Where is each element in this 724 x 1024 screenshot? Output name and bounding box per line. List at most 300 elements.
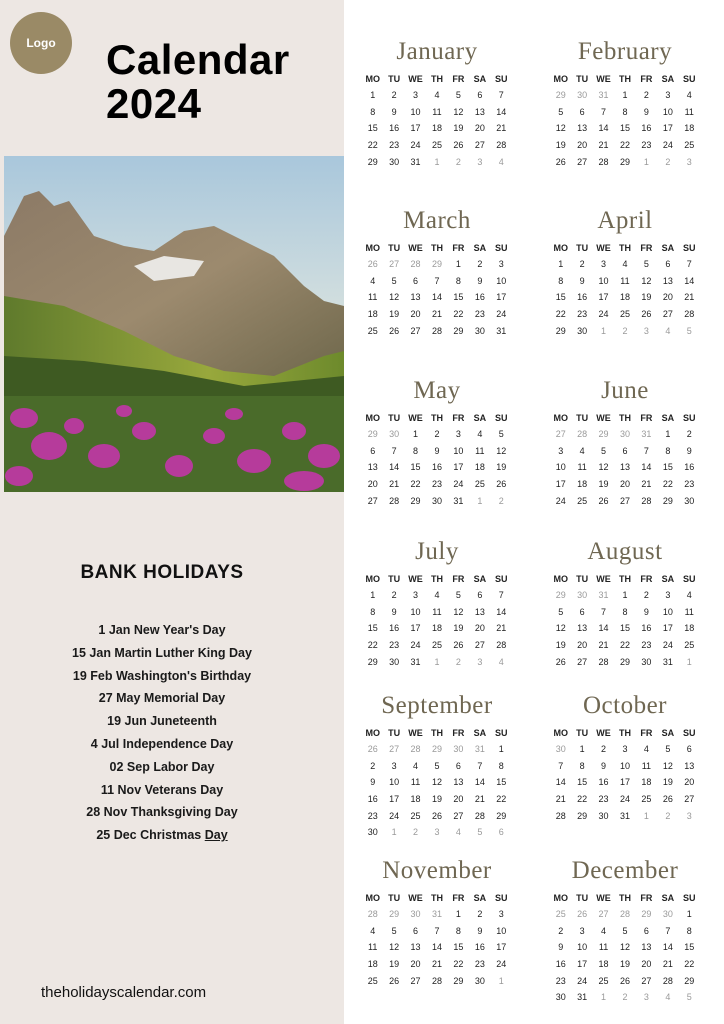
weekday-label: SU — [683, 74, 696, 84]
day-cell: 26 — [453, 140, 464, 151]
week-row — [362, 153, 512, 170]
day-cell: 6 — [370, 445, 376, 456]
week-row — [362, 322, 512, 339]
day-cell: 21 — [662, 959, 673, 970]
month-october — [550, 692, 700, 824]
month-name: January — [396, 38, 478, 65]
week-row — [362, 289, 512, 306]
weekday-label: WE — [408, 413, 423, 423]
day-cell-adjacent: 3 — [643, 325, 649, 336]
weekday-label: MO — [365, 243, 380, 253]
day-cell: 6 — [579, 106, 585, 117]
day-cell-adjacent: 30 — [577, 90, 588, 101]
weekday-label: WE — [408, 574, 423, 584]
week-row — [362, 637, 512, 654]
day-cell: 29 — [496, 810, 507, 821]
weekday-header — [550, 71, 700, 87]
day-cell-adjacent: 29 — [555, 590, 566, 601]
page-title — [106, 38, 290, 126]
day-cell: 27 — [474, 140, 485, 151]
day-cell: 26 — [496, 479, 507, 490]
weekday-label: TH — [618, 574, 631, 584]
day-cell: 5 — [558, 106, 564, 117]
weekday-label: FR — [640, 574, 653, 584]
day-cell: 24 — [662, 140, 673, 151]
day-cell: 13 — [410, 942, 421, 953]
holiday-item-underlined: Day — [204, 828, 228, 843]
month-name: July — [415, 538, 459, 565]
day-cell: 22 — [619, 140, 630, 151]
day-cell-adjacent: 3 — [477, 656, 483, 667]
day-cell-adjacent: 1 — [601, 992, 607, 1003]
day-cell: 14 — [496, 606, 507, 617]
day-cell: 19 — [453, 123, 464, 134]
weekday-label: SU — [495, 574, 508, 584]
day-cell-adjacent: 26 — [367, 259, 378, 270]
week-row — [550, 476, 700, 493]
weekday-label: FR — [452, 413, 465, 423]
day-cell: 16 — [555, 959, 566, 970]
bank-holidays-heading: BANK HOLIDAYS — [80, 562, 244, 583]
day-cell: 21 — [555, 794, 566, 805]
day-cell: 10 — [619, 760, 630, 771]
day-cell: 25 — [474, 479, 485, 490]
weekday-label: MO — [553, 74, 568, 84]
day-cell: 27 — [410, 325, 421, 336]
weekday-header — [362, 571, 512, 587]
day-cell: 20 — [577, 640, 588, 651]
weekday-label: MO — [553, 893, 568, 903]
day-cell: 20 — [410, 309, 421, 320]
week-row — [550, 273, 700, 290]
day-cell: 23 — [474, 959, 485, 970]
day-cell-adjacent: 31 — [598, 590, 609, 601]
week-row — [550, 989, 700, 1006]
day-cell: 12 — [496, 445, 507, 456]
day-cell: 21 — [431, 959, 442, 970]
day-cell: 14 — [598, 123, 609, 134]
day-cell-adjacent: 4 — [498, 656, 504, 667]
day-cell: 28 — [598, 656, 609, 667]
weekday-label: TH — [618, 74, 631, 84]
day-cell: 22 — [496, 794, 507, 805]
month-name: April — [597, 207, 653, 234]
day-cell: 20 — [474, 623, 485, 634]
day-cell: 3 — [413, 90, 419, 101]
month-grid — [362, 571, 512, 670]
month-name: November — [382, 857, 492, 884]
day-cell: 16 — [641, 123, 652, 134]
day-cell: 10 — [453, 445, 464, 456]
day-cell: 30 — [577, 325, 588, 336]
weekday-label: FR — [640, 243, 653, 253]
day-cell: 25 — [684, 640, 695, 651]
day-cell: 17 — [410, 623, 421, 634]
day-cell: 17 — [619, 777, 630, 788]
day-cell: 16 — [598, 777, 609, 788]
week-row — [362, 492, 512, 509]
day-cell: 5 — [601, 445, 607, 456]
weekday-label: SU — [495, 893, 508, 903]
month-name: March — [403, 207, 471, 234]
day-cell: 20 — [367, 479, 378, 490]
day-cell-adjacent: 1 — [498, 975, 504, 986]
day-cell: 25 — [410, 810, 421, 821]
day-cell: 5 — [622, 925, 628, 936]
weekday-label: MO — [365, 74, 380, 84]
weekday-header — [362, 725, 512, 741]
day-cell: 6 — [477, 90, 483, 101]
day-cell: 30 — [474, 325, 485, 336]
day-cell: 22 — [453, 959, 464, 970]
day-cell-adjacent: 26 — [367, 744, 378, 755]
month-may — [362, 377, 512, 509]
month-grid — [362, 410, 512, 509]
day-cell: 28 — [474, 810, 485, 821]
month-name: June — [601, 377, 649, 404]
day-cell: 8 — [622, 606, 628, 617]
day-cell: 8 — [413, 445, 419, 456]
week-row — [550, 972, 700, 989]
day-cell: 24 — [555, 495, 566, 506]
holiday-item: 1 Jan New Year's Day — [98, 623, 226, 637]
day-cell: 23 — [641, 640, 652, 651]
day-cell: 31 — [453, 495, 464, 506]
day-cell: 14 — [555, 777, 566, 788]
day-cell: 22 — [662, 479, 673, 490]
day-cell-adjacent: 28 — [367, 909, 378, 920]
day-cell: 23 — [555, 975, 566, 986]
day-cell: 10 — [662, 606, 673, 617]
day-cell: 22 — [367, 140, 378, 151]
day-cell: 4 — [601, 925, 607, 936]
day-cell: 28 — [431, 975, 442, 986]
day-cell: 15 — [577, 777, 588, 788]
day-cell: 13 — [577, 623, 588, 634]
week-row — [362, 620, 512, 637]
day-cell: 4 — [686, 90, 692, 101]
day-cell: 17 — [662, 123, 673, 134]
day-cell: 27 — [367, 495, 378, 506]
day-cell-adjacent: 31 — [474, 744, 485, 755]
day-cell: 9 — [477, 925, 483, 936]
day-cell: 2 — [579, 259, 585, 270]
week-row — [550, 604, 700, 621]
day-cell: 8 — [579, 760, 585, 771]
day-cell: 5 — [434, 760, 440, 771]
day-cell: 18 — [474, 462, 485, 473]
week-row — [550, 443, 700, 460]
weekday-label: SA — [661, 74, 675, 84]
weekday-label: SA — [661, 893, 675, 903]
day-cell: 9 — [579, 275, 585, 286]
holiday-item: 4 Jul Independence Day — [90, 736, 234, 751]
day-cell: 4 — [579, 445, 585, 456]
day-cell-adjacent: 3 — [686, 156, 692, 167]
day-cell: 24 — [619, 794, 630, 805]
day-cell: 20 — [410, 959, 421, 970]
weekday-label: SU — [495, 243, 508, 253]
month-grid — [550, 240, 700, 339]
weekday-label: WE — [596, 893, 611, 903]
weekday-label: WE — [596, 243, 611, 253]
weekday-label: SA — [473, 413, 487, 423]
weekday-label: FR — [640, 74, 653, 84]
day-cell: 28 — [598, 156, 609, 167]
day-cell: 29 — [453, 975, 464, 986]
day-cell: 5 — [391, 925, 397, 936]
day-cell-adjacent: 27 — [598, 909, 609, 920]
month-grid — [362, 71, 512, 170]
weekday-label: SU — [683, 243, 696, 253]
week-row — [550, 620, 700, 637]
holiday-item-text: 25 Dec Christmas — [96, 828, 205, 843]
weekday-label: MO — [365, 574, 380, 584]
title-word: Calendar — [106, 36, 290, 83]
week-row — [550, 956, 700, 973]
day-cell: 18 — [431, 123, 442, 134]
day-cell: 23 — [389, 140, 400, 151]
day-cell: 26 — [555, 156, 566, 167]
day-cell-adjacent: 2 — [498, 495, 504, 506]
day-cell: 7 — [686, 259, 692, 270]
left-panel — [0, 0, 344, 1024]
weekday-label: TH — [430, 243, 443, 253]
day-cell-adjacent: 1 — [686, 656, 692, 667]
day-cell: 23 — [389, 640, 400, 651]
day-cell: 8 — [370, 106, 376, 117]
week-row — [550, 923, 700, 940]
day-cell: 4 — [643, 744, 649, 755]
day-cell: 30 — [367, 827, 378, 838]
day-cell-adjacent: 4 — [498, 156, 504, 167]
weekday-label: TU — [576, 574, 589, 584]
week-row — [362, 807, 512, 824]
day-cell: 18 — [577, 479, 588, 490]
day-cell: 17 — [555, 479, 566, 490]
day-cell: 21 — [496, 123, 507, 134]
day-cell: 22 — [410, 479, 421, 490]
month-march — [362, 207, 512, 339]
week-row — [550, 653, 700, 670]
day-cell: 21 — [684, 292, 695, 303]
day-cell: 16 — [474, 292, 485, 303]
day-cell: 4 — [477, 429, 483, 440]
month-august — [550, 538, 700, 670]
weekday-header — [550, 410, 700, 426]
day-cell: 6 — [622, 445, 628, 456]
day-cell: 16 — [641, 623, 652, 634]
week-row — [362, 758, 512, 775]
day-cell: 28 — [684, 309, 695, 320]
day-cell: 30 — [389, 156, 400, 167]
day-cell: 6 — [643, 925, 649, 936]
day-cell: 20 — [453, 794, 464, 805]
day-cell: 19 — [496, 462, 507, 473]
day-cell: 19 — [619, 959, 630, 970]
weekday-label: FR — [640, 413, 653, 423]
day-cell: 12 — [453, 606, 464, 617]
day-cell-adjacent: 31 — [431, 909, 442, 920]
day-cell: 7 — [434, 925, 440, 936]
day-cell: 22 — [684, 959, 695, 970]
day-cell: 31 — [410, 656, 421, 667]
day-cell: 11 — [432, 606, 442, 617]
day-cell: 15 — [555, 292, 566, 303]
day-cell: 23 — [684, 479, 695, 490]
holiday-item: 19 Jun Juneteenth — [107, 714, 217, 729]
weekday-label: MO — [553, 574, 568, 584]
month-grid — [362, 725, 512, 841]
day-cell: 19 — [453, 623, 464, 634]
month-april — [550, 207, 700, 339]
day-cell: 25 — [367, 325, 378, 336]
day-cell: 2 — [391, 90, 397, 101]
day-cell: 14 — [431, 292, 442, 303]
day-cell: 2 — [643, 90, 649, 101]
weekday-label: SU — [495, 413, 508, 423]
week-row — [362, 476, 512, 493]
day-cell-adjacent: 28 — [410, 744, 421, 755]
day-cell: 26 — [619, 975, 630, 986]
day-cell: 15 — [453, 942, 464, 953]
day-cell: 3 — [665, 590, 671, 601]
day-cell-adjacent: 4 — [455, 827, 461, 838]
day-cell: 11 — [684, 606, 694, 617]
day-cell: 12 — [389, 942, 400, 953]
day-cell: 7 — [601, 106, 607, 117]
weekday-label: SA — [473, 574, 487, 584]
month-grid — [362, 240, 512, 339]
day-cell: 3 — [455, 429, 461, 440]
day-cell: 15 — [684, 942, 695, 953]
day-cell: 25 — [367, 975, 378, 986]
weekday-label: TU — [388, 74, 401, 84]
day-cell: 5 — [391, 275, 397, 286]
day-cell-adjacent: 29 — [431, 744, 442, 755]
day-cell: 14 — [474, 777, 485, 788]
day-cell-adjacent: 1 — [643, 156, 649, 167]
day-cell: 2 — [391, 590, 397, 601]
day-cell: 11 — [620, 275, 630, 286]
day-cell-adjacent: 1 — [643, 810, 649, 821]
day-cell: 19 — [662, 777, 673, 788]
week-row — [362, 791, 512, 808]
day-cell: 12 — [431, 777, 442, 788]
day-cell-adjacent: 30 — [662, 909, 673, 920]
holiday-item: 11 Nov Veterans Day — [100, 782, 224, 797]
day-cell: 22 — [367, 640, 378, 651]
day-cell: 20 — [474, 123, 485, 134]
week-row — [550, 807, 700, 824]
day-cell: 4 — [413, 760, 419, 771]
day-cell: 10 — [598, 275, 609, 286]
day-cell-adjacent: 5 — [477, 827, 483, 838]
day-cell: 20 — [619, 479, 630, 490]
day-cell: 4 — [622, 259, 628, 270]
day-cell-adjacent: 29 — [389, 909, 400, 920]
day-cell: 17 — [662, 623, 673, 634]
day-cell: 8 — [558, 275, 564, 286]
day-cell: 2 — [477, 259, 483, 270]
day-cell: 1 — [455, 909, 461, 920]
day-cell: 10 — [555, 462, 566, 473]
day-cell: 31 — [662, 656, 673, 667]
day-cell: 9 — [391, 606, 397, 617]
weekday-label: MO — [553, 243, 568, 253]
day-cell: 27 — [684, 794, 695, 805]
day-cell: 2 — [370, 760, 376, 771]
day-cell: 12 — [641, 275, 652, 286]
day-cell: 21 — [496, 623, 507, 634]
day-cell: 13 — [367, 462, 378, 473]
day-cell: 19 — [641, 292, 652, 303]
weekday-label: FR — [640, 728, 653, 738]
weekday-label: TH — [618, 728, 631, 738]
day-cell: 24 — [662, 640, 673, 651]
holiday-list — [0, 619, 324, 847]
day-cell: 24 — [389, 810, 400, 821]
day-cell: 29 — [453, 325, 464, 336]
day-cell: 19 — [389, 309, 400, 320]
day-cell: 16 — [684, 462, 695, 473]
weekday-label: TU — [576, 74, 589, 84]
month-grid — [362, 890, 512, 989]
day-cell: 15 — [367, 623, 378, 634]
weekday-label: TU — [388, 574, 401, 584]
day-cell: 19 — [555, 140, 566, 151]
day-cell: 9 — [686, 445, 692, 456]
day-cell: 1 — [622, 590, 628, 601]
day-cell: 17 — [598, 292, 609, 303]
day-cell-adjacent: 30 — [389, 429, 400, 440]
month-november — [362, 857, 512, 989]
website-url: theholidayscalendar.com — [41, 984, 207, 1001]
day-cell: 14 — [598, 623, 609, 634]
day-cell: 3 — [622, 744, 628, 755]
day-cell: 5 — [455, 90, 461, 101]
day-cell: 25 — [641, 794, 652, 805]
day-cell: 10 — [496, 275, 507, 286]
day-cell: 29 — [555, 325, 566, 336]
day-cell: 30 — [555, 992, 566, 1003]
day-cell: 24 — [496, 959, 507, 970]
day-cell: 21 — [389, 479, 400, 490]
day-cell: 8 — [498, 760, 504, 771]
day-cell: 29 — [367, 156, 378, 167]
day-cell: 29 — [619, 156, 630, 167]
day-cell: 16 — [389, 123, 400, 134]
day-cell: 26 — [662, 794, 673, 805]
week-row — [362, 956, 512, 973]
day-cell: 23 — [577, 309, 588, 320]
week-row — [550, 774, 700, 791]
week-row — [362, 923, 512, 940]
day-cell: 19 — [598, 479, 609, 490]
month-grid — [550, 71, 700, 170]
day-cell-adjacent: 3 — [477, 156, 483, 167]
weekday-label: SU — [683, 574, 696, 584]
day-cell: 8 — [455, 925, 461, 936]
day-cell: 11 — [641, 760, 652, 771]
week-row — [550, 939, 700, 956]
day-cell-adjacent: 26 — [577, 909, 588, 920]
month-december — [550, 857, 700, 1006]
day-cell: 16 — [367, 794, 378, 805]
day-cell: 8 — [622, 106, 628, 117]
day-cell: 25 — [431, 140, 442, 151]
day-cell: 24 — [410, 640, 421, 651]
